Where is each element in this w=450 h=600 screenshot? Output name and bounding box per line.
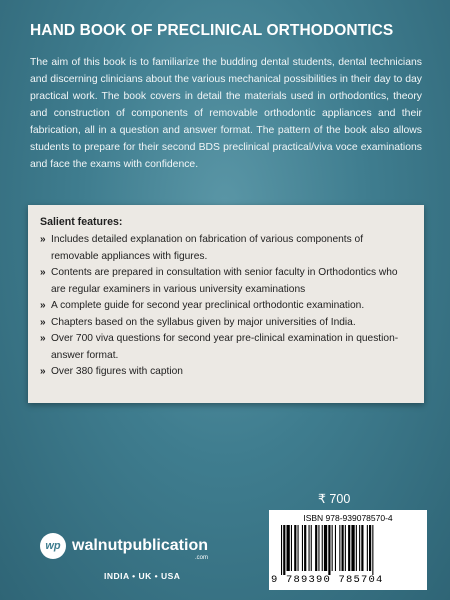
bullet-icon: » <box>40 316 46 328</box>
isbn-label: ISBN 978-939078570-4 <box>303 513 393 523</box>
barcode-digits: 9 789390 785704 <box>271 574 384 586</box>
barcode-bar <box>322 525 323 571</box>
bullet-icon: » <box>40 366 46 377</box>
isbn-barcode <box>269 510 427 590</box>
feature-item <box>40 331 412 364</box>
feature-text: Includes detailed explanation on fabrication of various components of removable appliances with figures. <box>51 234 364 262</box>
barcode-bar <box>348 525 350 571</box>
barcode-bar <box>356 525 357 571</box>
features-heading: Salient features: <box>40 216 123 228</box>
walnut-logo-icon: wp <box>40 533 66 559</box>
features-list <box>40 232 412 381</box>
barcode-bar <box>332 525 333 571</box>
publisher-domain-suffix: .com <box>194 555 208 561</box>
barcode-bars-icon <box>281 525 415 575</box>
barcode-bar <box>291 525 292 571</box>
feature-item <box>40 265 412 298</box>
feature-text: Chapters based on the syllabus given by major universities of India. <box>51 316 356 328</box>
feature-text: Over 700 viva questions for second year pre-clinical examination in question-answer format. <box>51 333 399 361</box>
salient-features-panel <box>28 205 424 403</box>
barcode-bar <box>335 525 336 571</box>
barcode-bar <box>369 525 371 571</box>
bullet-icon: » <box>40 300 46 311</box>
barcode-bar <box>304 525 306 571</box>
barcode-bar <box>298 525 299 571</box>
barcode-bar <box>283 525 285 575</box>
barcode-bar <box>318 525 319 571</box>
bullet-icon: » <box>40 267 46 278</box>
publisher-name-text: walnutpublication <box>72 537 208 554</box>
barcode-bar <box>351 525 354 571</box>
book-description: The aim of this book is to familiarize the budding dental students, dental technicians and discerning clinicians about the various mechanical possibilities in their day to day practical work. The book covers in detail the materials used in orthodontics, theory and construction of components of removable orthodontic appliances and their fabrication, all in a question and answer format. The pattern of the book also allows students to prepare for their second BDS preclinical practical/viva voce examinations and face the exams with confidence. <box>30 57 422 170</box>
barcode-bar <box>324 525 327 571</box>
barcode-bar <box>361 525 363 571</box>
barcode-bar <box>339 525 340 571</box>
publisher-countries: INDIA • UK • USA <box>104 571 181 581</box>
barcode-bar <box>281 525 282 575</box>
barcode-bar <box>367 525 368 571</box>
feature-item <box>40 232 412 265</box>
feature-item <box>40 298 412 315</box>
feature-text: Contents are prepared in consultation with senior faculty in Orthodontics who are regular examiners in various university examinations <box>51 267 398 295</box>
feature-item <box>40 364 412 381</box>
barcode-bar <box>359 525 360 571</box>
barcode-bar <box>309 525 310 571</box>
bullet-icon: » <box>40 333 46 344</box>
barcode-bar <box>342 525 344 571</box>
barcode-bar <box>311 525 312 571</box>
feature-text: Over 380 figures with caption <box>51 366 183 377</box>
price-label: ₹ 700 <box>318 492 351 506</box>
barcode-bar <box>302 525 303 571</box>
barcode-bar <box>345 525 346 571</box>
feature-text: A complete guide for second year preclinical orthodontic examination. <box>51 300 365 311</box>
publisher-logo <box>40 533 208 559</box>
publisher-name <box>72 537 208 561</box>
barcode-bar <box>315 525 317 571</box>
barcode-bar <box>287 525 290 571</box>
book-title: HAND BOOK OF PRECLINICAL ORTHODONTICS <box>30 22 394 39</box>
bullet-icon: » <box>40 234 46 245</box>
barcode-bar <box>328 525 330 575</box>
barcode-bar <box>372 525 373 575</box>
barcode-bar <box>294 525 296 571</box>
feature-item <box>40 315 412 332</box>
